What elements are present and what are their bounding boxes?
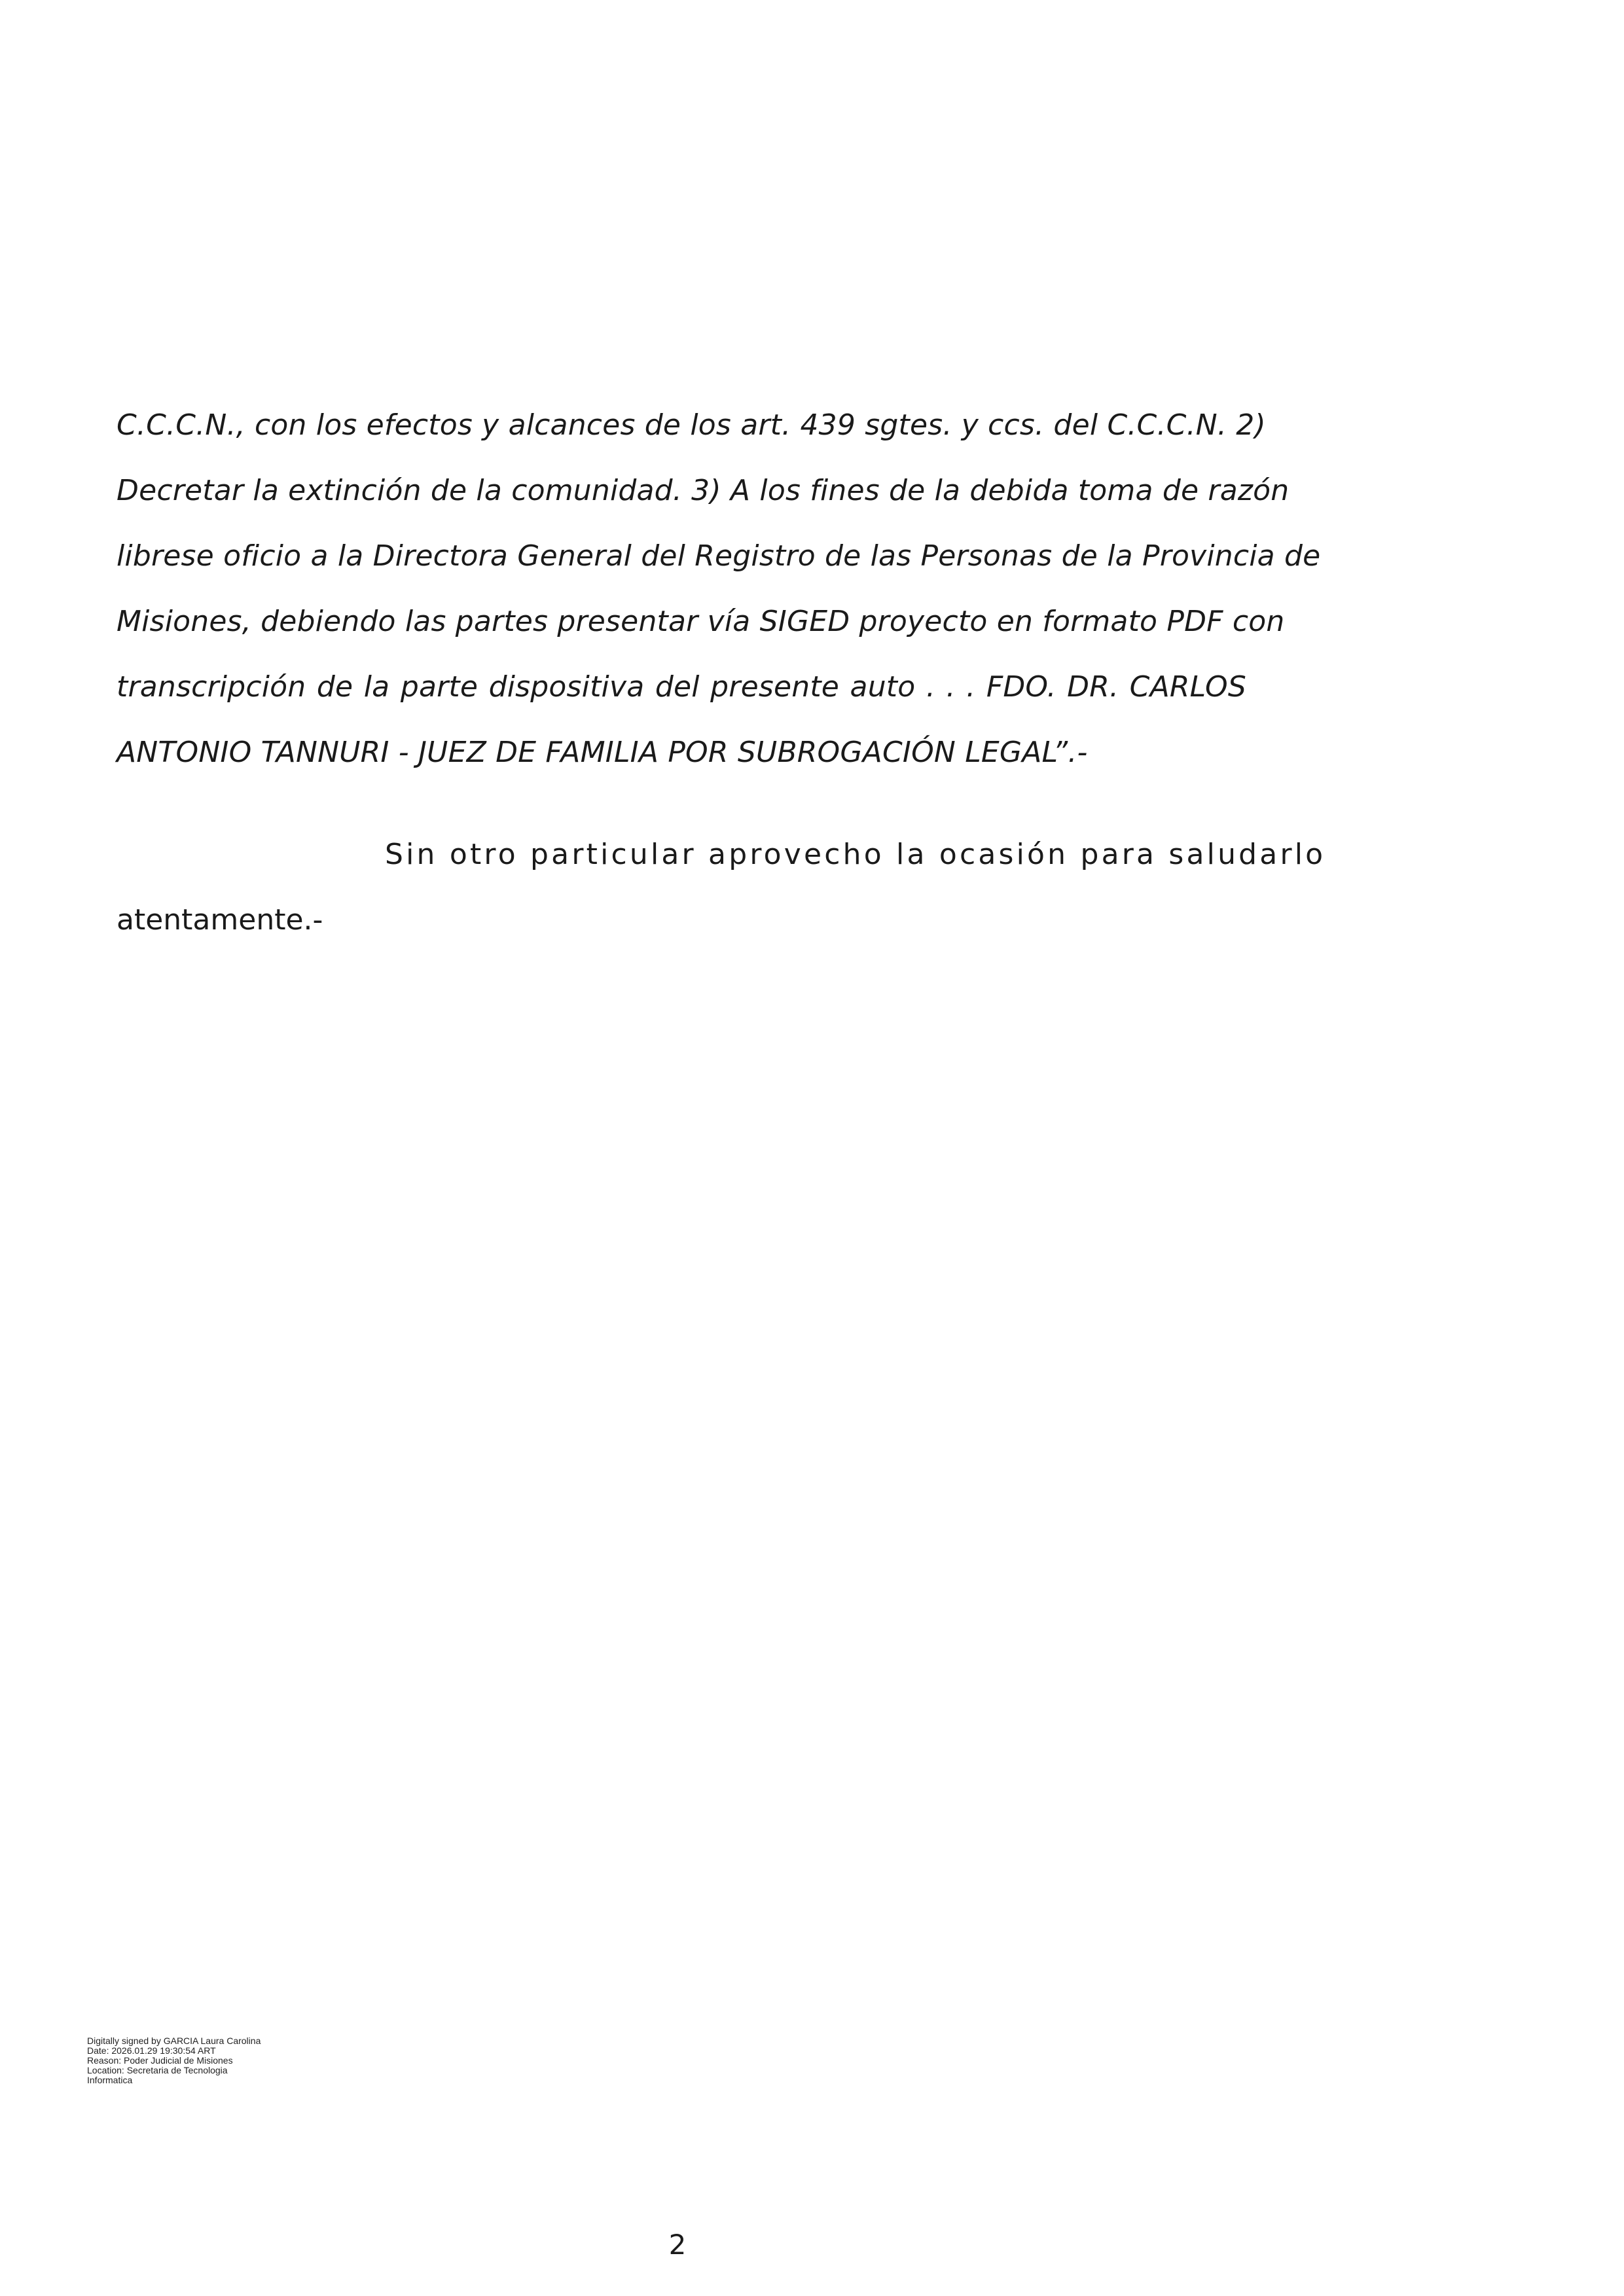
closing-line: Sin otro particular aprovecho la ocasión para saludarlo (385, 838, 1326, 871)
quoted-resolution-paragraph (117, 393, 1321, 785)
signature-date: Date: 2026.01.29 19:30:54 ART (87, 2045, 216, 2056)
paragraph-line: ANTONIO TANNURI - JUEZ DE FAMILIA POR SUBROGACIÓN LEGAL”.- (117, 736, 1088, 769)
closing-paragraph (117, 822, 1326, 953)
closing-line: atentamente.- (117, 903, 323, 937)
signature-location: Location: Secretaria de Tecnologia (87, 2065, 228, 2075)
paragraph-line: librese oficio a la Directora General del Registro de las Personas de la Provincia de (117, 539, 1321, 573)
signature-signed-by: Digitally signed by GARCIA Laura Carolina (87, 2036, 261, 2046)
paragraph-line: Decretar la extinción de la comunidad. 3) A los fines de la debida toma de razón (117, 474, 1290, 507)
digital-signature-stamp (87, 2036, 349, 2085)
signature-location: Informatica (87, 2075, 133, 2085)
paragraph-line: transcripción de la parte dispositiva del presente auto . . . FDO. DR. CARLOS (117, 670, 1246, 704)
paragraph-line: C.C.C.N., con los efectos y alcances de los art. 439 sgtes. y ccs. del C.C.C.N. 2) (117, 408, 1266, 442)
paragraph-line: Misiones, debiendo las partes presentar vía SIGED proyecto en formato PDF con (117, 605, 1285, 638)
page-number: 2 (668, 2229, 687, 2261)
signature-reason: Reason: Poder Judicial de Misiones (87, 2055, 233, 2066)
